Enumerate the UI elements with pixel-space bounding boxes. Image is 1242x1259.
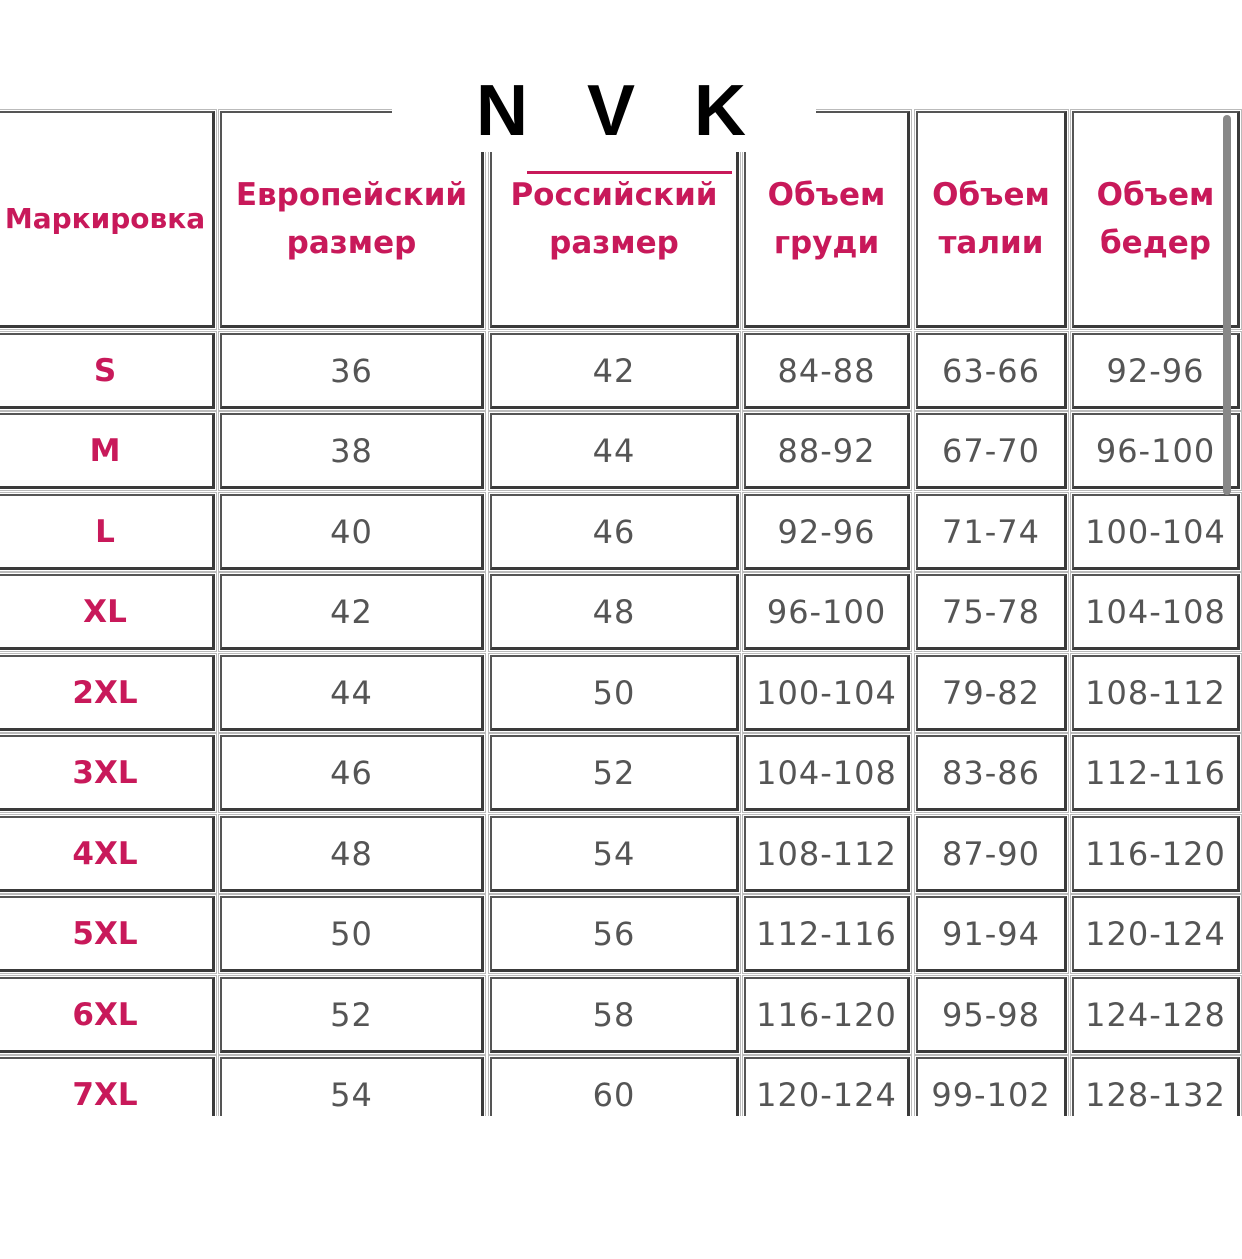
table-cell-bust (744, 494, 910, 570)
brand-logo (392, 70, 816, 152)
size-value: 63-66 (942, 351, 1040, 390)
size-value: 50 (330, 914, 373, 953)
size-value: 88-92 (777, 431, 876, 470)
table-cell-marking (0, 896, 215, 972)
size-value: 91-94 (942, 914, 1040, 953)
size-value: 96-100 (766, 592, 887, 631)
table-cell-bust (744, 896, 910, 972)
size-value: 60 (592, 1075, 636, 1114)
header-ru-size-line: размер (549, 225, 679, 261)
scrollbar[interactable] (1223, 115, 1231, 495)
table-cell-ru-size (490, 574, 739, 650)
header-bust-line: груди (773, 225, 880, 261)
size-value: 42 (592, 351, 636, 390)
table-cell-marking (0, 494, 215, 570)
size-marking: 4XL (72, 835, 138, 872)
size-value: 92-96 (1106, 351, 1205, 390)
size-value: 112-116 (756, 914, 897, 953)
table-cell-ru-size (490, 494, 739, 570)
header-eu-size-line: размер (286, 225, 417, 261)
table-cell-bust (744, 816, 910, 892)
size-value: 128-132 (1085, 1075, 1226, 1114)
table-cell-eu-size (220, 333, 484, 409)
size-value: 48 (592, 592, 636, 631)
table-cell-bust (744, 574, 910, 650)
size-value: 79-82 (942, 673, 1040, 712)
size-value: 108-112 (756, 834, 897, 873)
size-value: 120-124 (756, 1075, 897, 1114)
table-cell-waist (916, 413, 1067, 489)
header-bust-line: Объем (767, 177, 886, 213)
header-waist-line: талии (938, 225, 1044, 261)
table-cell-eu-size (220, 816, 484, 892)
header-eu-size-line: Европейский (235, 177, 468, 213)
table-cell-hips (1072, 333, 1240, 409)
size-marking: L (95, 513, 115, 550)
size-value: 56 (592, 914, 636, 953)
size-value: 50 (592, 673, 636, 712)
size-value: 84-88 (777, 351, 876, 390)
table-cell-ru-size (490, 977, 739, 1053)
brand-letter-k: K (694, 71, 746, 151)
table-cell-marking (0, 977, 215, 1053)
table-cell-ru-size (490, 896, 739, 972)
size-value: 96-100 (1095, 431, 1216, 470)
size-value: 95-98 (942, 995, 1040, 1034)
size-value: 40 (330, 512, 373, 551)
table-cell-hips (1072, 735, 1240, 811)
size-value: 38 (330, 431, 373, 470)
table-cell-marking (0, 413, 215, 489)
header-hips-line: Объем (1096, 177, 1215, 213)
table-cell-eu-size (220, 413, 484, 489)
size-value: 100-104 (756, 673, 897, 712)
size-value: 52 (592, 753, 636, 792)
table-cell-marking (0, 655, 215, 731)
table-cell-eu-size (220, 1057, 484, 1116)
table-cell-waist (916, 655, 1067, 731)
size-value: 100-104 (1085, 512, 1226, 551)
size-value: 54 (592, 834, 636, 873)
size-marking: 7XL (72, 1076, 138, 1113)
table-cell-eu-size (220, 655, 484, 731)
size-value: 52 (330, 995, 373, 1034)
table-cell-waist (916, 574, 1067, 650)
table-cell-eu-size (220, 494, 484, 570)
table-cell-hips (1072, 896, 1240, 972)
size-marking: 6XL (72, 996, 138, 1033)
table-cell-ru-size (490, 655, 739, 731)
size-value: 83-86 (942, 753, 1040, 792)
header-marking-line: Маркировка (4, 202, 206, 235)
size-value: 116-120 (756, 995, 897, 1034)
table-cell-eu-size (220, 574, 484, 650)
table-cell-waist (916, 896, 1067, 972)
size-marking: XL (83, 593, 127, 630)
table-cell-hips (1072, 816, 1240, 892)
brand-letter-v: V (587, 71, 636, 151)
size-value: 36 (330, 351, 373, 390)
table-cell-bust (744, 655, 910, 731)
header-hips-line: бедер (1100, 225, 1211, 261)
size-value: 44 (330, 673, 373, 712)
table-cell-waist (916, 977, 1067, 1053)
size-value: 67-70 (942, 431, 1040, 470)
brand-letter-n: N (476, 71, 528, 151)
size-value: 46 (330, 753, 373, 792)
size-value: 92-96 (777, 512, 876, 551)
table-cell-bust (744, 735, 910, 811)
table-cell-ru-size (490, 413, 739, 489)
size-value: 120-124 (1085, 914, 1226, 953)
header-ru-size-line: Российский (510, 177, 718, 213)
size-value: 104-108 (756, 753, 897, 792)
table-cell-eu-size (220, 977, 484, 1053)
table-cell-marking (0, 1057, 215, 1116)
size-value: 46 (592, 512, 636, 551)
table-cell-waist (916, 816, 1067, 892)
table-cell-waist (916, 735, 1067, 811)
table-cell-eu-size (220, 735, 484, 811)
table-cell-ru-size (490, 816, 739, 892)
header-hips (1072, 111, 1240, 328)
size-value: 75-78 (942, 592, 1040, 631)
table-cell-ru-size (490, 735, 739, 811)
header-waist (916, 111, 1067, 328)
table-cell-hips (1072, 574, 1240, 650)
table-cell-waist (916, 494, 1067, 570)
size-value: 87-90 (942, 834, 1040, 873)
table-cell-bust (744, 1057, 910, 1116)
size-value: 108-112 (1085, 673, 1226, 712)
table-cell-ru-size (490, 333, 739, 409)
size-marking: M (89, 432, 121, 469)
table-cell-waist (916, 333, 1067, 409)
table-cell-hips (1072, 977, 1240, 1053)
table-cell-waist (916, 1057, 1067, 1116)
size-marking: 2XL (72, 674, 138, 711)
size-value: 44 (592, 431, 636, 470)
size-marking: 3XL (72, 754, 138, 791)
size-value: 71-74 (942, 512, 1040, 551)
size-value: 58 (592, 995, 636, 1034)
size-value: 104-108 (1085, 592, 1226, 631)
table-cell-hips (1072, 1057, 1240, 1116)
table-cell-marking (0, 816, 215, 892)
size-marking: 5XL (72, 915, 138, 952)
table-cell-hips (1072, 655, 1240, 731)
size-value: 48 (330, 834, 373, 873)
table-cell-marking (0, 735, 215, 811)
table-cell-hips (1072, 413, 1240, 489)
table-cell-marking (0, 574, 215, 650)
table-cell-ru-size (490, 1057, 739, 1116)
table-cell-eu-size (220, 896, 484, 972)
size-value: 116-120 (1085, 834, 1226, 873)
brand-underline (527, 171, 732, 174)
table-cell-bust (744, 413, 910, 489)
size-value: 124-128 (1085, 995, 1226, 1034)
size-value: 54 (330, 1075, 373, 1114)
size-value: 42 (330, 592, 373, 631)
table-cell-marking (0, 333, 215, 409)
table-cell-bust (744, 333, 910, 409)
size-value: 99-102 (931, 1075, 1051, 1114)
table-cell-hips (1072, 494, 1240, 570)
header-marking (0, 111, 215, 328)
table-cell-bust (744, 977, 910, 1053)
size-value: 112-116 (1085, 753, 1226, 792)
header-waist-line: Объем (932, 177, 1050, 213)
size-marking: S (93, 352, 117, 389)
